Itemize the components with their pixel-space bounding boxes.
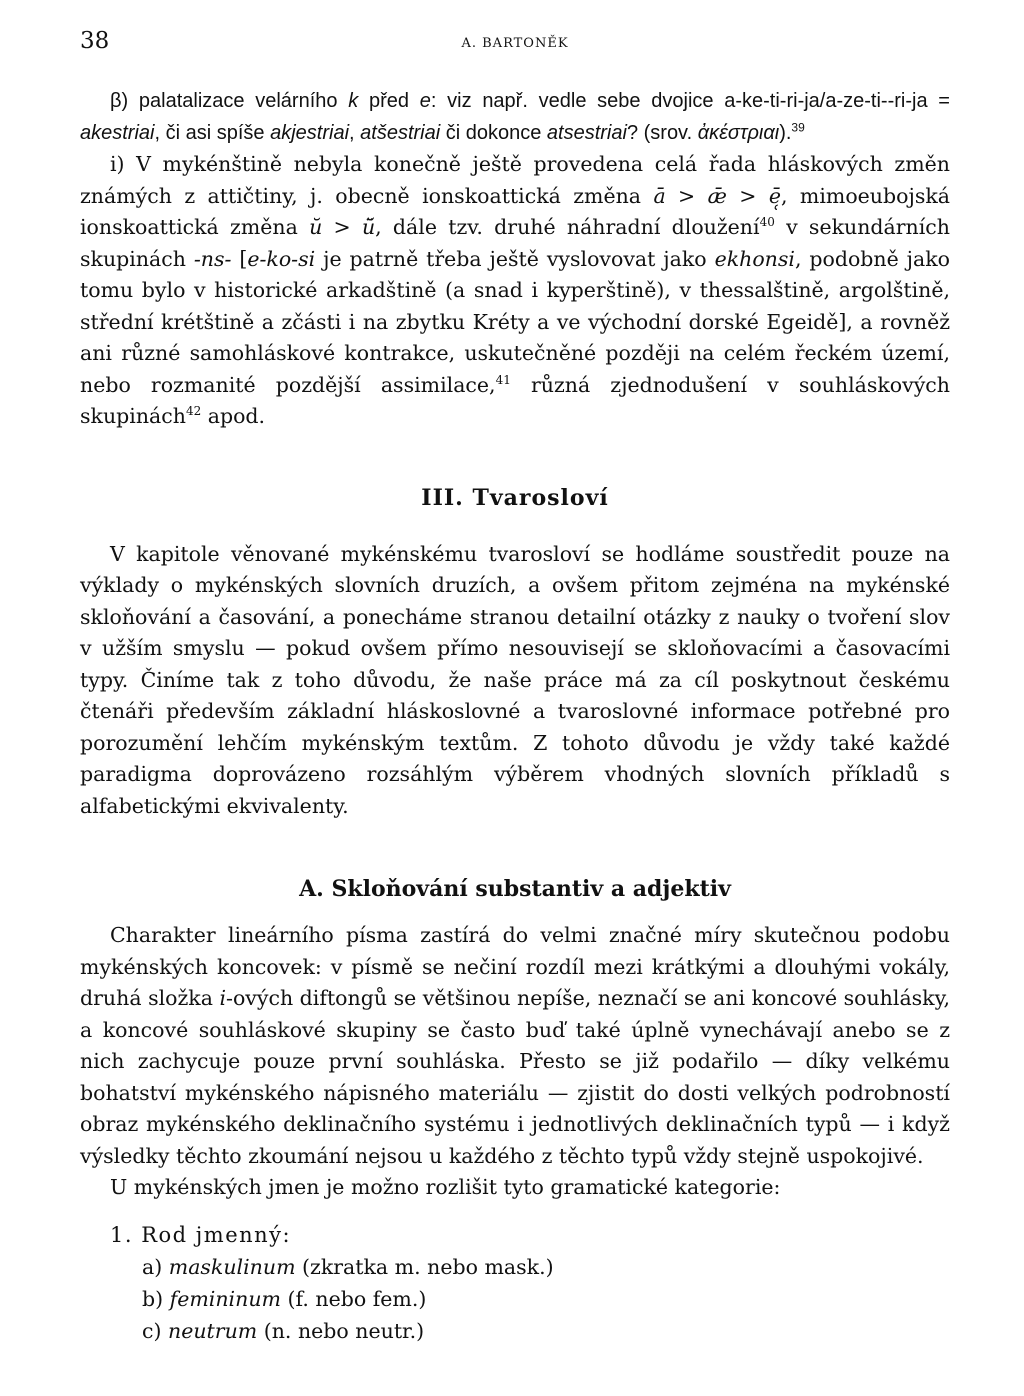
paragraph-sklonovani: Charakter lineárního písma zastírá do velmi značné míry skutečnou podobu mykénských koncovek: v písmě se nečiní rozdíl mezi krátkými a dlouhými vokály, druhá složka i-ových diftongů se většinou nepíše, neznačí se ani koncové souhlásky, a koncové souhláskové skupiny se často buď také úplně vynechávají anebo se z nich zachycuje pouze první souhláska. Přesto se již podařilo — díky velkému bohatství mykénského nápisného materiálu — zjistit do dosti velkých podrobností obraz mykénského deklinačního systému i jednotlivých deklinačních typů — i když výsledky těchto zkoumání nejsou u každého z těchto typů vždy stejně uspokojivé.	[80, 923, 950, 1168]
section-heading-iii: III. Tvarosloví	[421, 484, 609, 511]
footnote-ref-42: 42	[185, 404, 202, 419]
page-header	[80, 28, 950, 58]
footnote-ref-40: 40	[759, 215, 775, 230]
running-head: A. BARTONĚK	[461, 36, 569, 51]
paragraph-tvaroslovi: V kapitole věnované mykénskému tvarosloví se hodláme soustředit pouze na výklady o mykénských slovních druzích, a ovšem přitom zejména na mykénské skloňování a časování, a ponecháme stranou detailní otázky z nauky o tvoření slov v užším smyslu — pokud ovšem přímo nesouvisejí se skloňovacími a časovacími typy. Činíme tak z toho důvodu, že naše práce má za cíl poskytnout českému čtenáři především základní hláskoslovné a tvaroslovné informace potřebné pro porozumění lehčím mykénským textům. Z tohoto důvodu je vždy také každé paradigma doprovázeno rozsáhlým výběrem vhodných slovních příkladů s alfabetickými ekvivalenty.	[80, 541, 950, 818]
footnote-ref-39: 39	[791, 119, 805, 134]
page-number: 38	[80, 28, 110, 54]
paragraph-categories-intro: U mykénských jmen je možno rozlišit tyto gramatické kategorie:	[110, 1175, 781, 1199]
paragraph-point-i: i) V mykénštině nebyla konečně ještě provedena celá řada hláskových změn známých z attičtiny, j. obecně ionskoattická změna ā > ǣ > ē̜, mimoeubojská ionskoattická změna ŭ > ü̆, dále tzv. druhé náhradní dloužení$^{40}$ v sekundárních skupinách -ns- [e-ko-si je patrně třeba ještě vyslovovat jako ekhonsi, podobně jako tomu bylo v historické arkadštině (a snad i kyperštině), v thessalštině, argolštině, střední krétštině a zčásti i na zbytku Kréty a ve východní dorské Egeidě], a rovněž ani různé samohláskové kontrakce, uskutečněné později na celém řeckém území, nebo rozmanité pozdější assimilace,$^{41}$ různá zjednodušení v souhláskových skupinách$^{42}$ apod.	[80, 152, 951, 428]
list-item: c) neutrum (n. nebo neutr.)	[142, 1319, 425, 1343]
section-heading-a: A. Skloňování substantiv a adjektiv	[299, 876, 731, 902]
paragraph-beta: β) palatalizace velárního k před e: viz např. vedle sebe dvojice a-ke-ti-ri-ja/a-ze-ti--ri-ja = akestriai, či asi spíše akjestriai, atšestriai či dokonce atsestriai? (srov. ἀκέστριαι).$^{39}$	[80, 90, 950, 144]
list-item: a) maskulinum (zkratka m. nebo mask.)	[142, 1255, 554, 1279]
gender-list	[142, 1251, 950, 1347]
footnote-ref-41: 41	[495, 372, 511, 387]
category-heading: 1. Rod jmenný:	[110, 1222, 292, 1247]
list-item: b) femininum (f. nebo fem.)	[142, 1287, 427, 1311]
page-body	[80, 86, 950, 1347]
